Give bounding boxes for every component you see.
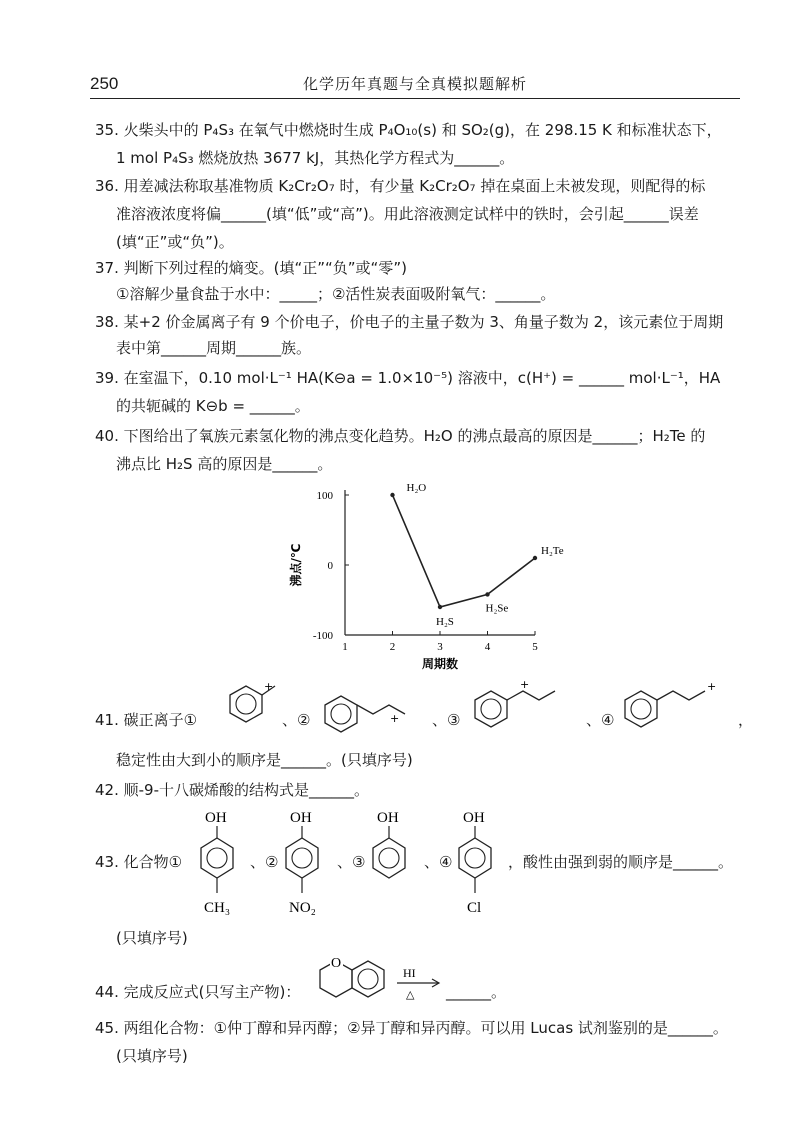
data-point-label: H₂S — [436, 616, 454, 628]
y-tick-label: 100 — [316, 490, 333, 502]
svg-text:O: O — [331, 956, 342, 971]
q38-line1: 38. 某+2 价金属离子有 9 个价电子，价电子的主量子数为 3、角量子数为 2，该元素位于周期 — [95, 313, 724, 331]
q36-line3: (填“正”或“负”)。 — [116, 233, 234, 251]
q41-line2: 稳定性由大到小的顺序是______。(只填序号) — [116, 751, 413, 769]
data-point-label: H₂O — [406, 482, 427, 494]
q41-sep3: 、③ — [432, 711, 461, 729]
q45-line1: 45. 两组化合物：①仲丁醇和异丙醇；②异丁醇和异丙醇。可以用 Lucas 试剂鉴别的是______。 — [95, 1019, 728, 1037]
x-axis-label: 周期数 — [421, 657, 459, 671]
svg-text:OH: OH — [290, 810, 312, 826]
y-tick-label: 0 — [327, 560, 333, 572]
svg-text:NO₂: NO₂ — [289, 900, 316, 916]
reagent-label: HI — [403, 966, 416, 980]
q36-line1: 36. 用差减法称取基准物质 K₂Cr₂O₇ 时，有少量 K₂Cr₂O₇ 掉在桌面上未被发现，则配得的标 — [95, 177, 706, 195]
q40-line1: 40. 下图给出了氧族元素氢化物的沸点变化趋势。H₂O 的沸点最高的原因是______；H₂Te 的 — [95, 427, 706, 445]
q41-sep2: 、② — [282, 711, 311, 729]
x-ticks — [342, 631, 538, 653]
q39-line2: 的共轭碱的 K⊖b = ______。 — [116, 397, 310, 415]
x-tick-label: 1 — [342, 641, 348, 653]
q37-line2: ①溶解少量食盐于水中：_____；②活性炭表面吸附氧气：______。 — [116, 285, 556, 303]
q41-sep4: 、④ — [586, 711, 615, 729]
svg-text:Cl: Cl — [467, 900, 482, 916]
q41-end: ， — [738, 711, 754, 729]
phenol-structure — [362, 808, 422, 888]
x-tick-label: 4 — [484, 641, 491, 653]
q45-line2: (只填序号) — [116, 1047, 188, 1065]
svg-text:OH: OH — [205, 810, 227, 826]
svg-text:OH: OH — [463, 810, 485, 826]
header-title: 化学历年真题与全真模拟题解析 — [302, 75, 527, 93]
svg-text:OH: OH — [377, 810, 399, 826]
q43-line2: (只填序号) — [116, 929, 188, 947]
q43-suffix: ，酸性由强到弱的顺序是______。 — [508, 853, 734, 871]
data-point — [485, 592, 489, 596]
y-axis-label: 沸点/℃ — [289, 543, 303, 587]
q43-sep4: 、④ — [424, 853, 453, 871]
carbocation-1-structure — [210, 680, 280, 740]
p-chlorophenol-structure — [448, 808, 508, 918]
carbocation-4-structure — [615, 680, 735, 740]
q41-prefix: 41. 碳正离子① — [95, 711, 198, 729]
data-point-label: H₂Se — [485, 602, 509, 615]
data-point — [390, 493, 394, 497]
data-point — [533, 556, 537, 560]
q37-line1: 37. 判断下列过程的熵变。(填“正”“负”或“零”) — [95, 259, 407, 277]
x-tick-label: 5 — [532, 641, 538, 653]
x-tick-label: 2 — [389, 641, 396, 653]
x-tick-label: 3 — [437, 641, 443, 653]
y-tick-label: -100 — [312, 630, 333, 642]
q35-line2: 1 mol P₄S₃ 燃烧放热 3677 kJ，其热化学方程式为______。 — [116, 149, 515, 167]
q42-line1: 42. 顺-9-十八碳烯酸的结构式是______。 — [95, 781, 369, 799]
heat-condition: △ — [406, 988, 415, 1001]
chromane-structure — [306, 955, 396, 1015]
svg-text:+: + — [390, 712, 400, 725]
carbocation-2-structure — [315, 690, 415, 750]
svg-text:+: + — [520, 680, 530, 691]
page-number: 250 — [90, 74, 119, 93]
q36-line2: 准溶液浓度将偏______(填“低”或“高”)。用此溶液测定试样中的铁时，会引起______误差 — [116, 205, 699, 223]
q39-line1: 39. 在室温下，0.10 mol·L⁻¹ HA(K⊖a = 1.0×10⁻⁵) 溶液中，c(H⁺) = ______ mol·L⁻¹，HA — [95, 369, 721, 387]
boiling-point-chart — [270, 480, 590, 680]
q40-line2: 沸点比 H₂S 高的原因是______。 — [116, 455, 333, 473]
q43-sep3: 、③ — [337, 853, 366, 871]
q35-line1: 35. 火柴头中的 P₄S₃ 在氧气中燃烧时生成 P₄O₁₀(s) 和 SO₂(g)，在 298.15 K 和标准状态下， — [95, 121, 722, 139]
data-points — [390, 482, 563, 628]
carbocation-3-structure — [465, 680, 565, 740]
q43-sep2: 、② — [250, 853, 279, 871]
data-point-label: H₂Te — [541, 545, 564, 557]
q43-prefix: 43. 化合物① — [95, 853, 183, 871]
q44-prefix: 44. 完成反应式(只写主产物)： — [95, 983, 301, 1001]
svg-text:+: + — [707, 680, 717, 693]
data-point — [438, 605, 442, 609]
q38-line2: 表中第______周期______族。 — [116, 339, 312, 357]
p-nitrophenol-structure — [275, 808, 335, 918]
svg-text:CH₃: CH₃ — [204, 900, 231, 916]
series-line — [393, 495, 536, 607]
q44-suffix: ______。 — [446, 983, 507, 1001]
y-ticks — [313, 490, 349, 642]
p-cresol-structure — [190, 808, 250, 918]
svg-text:+: + — [264, 680, 274, 693]
reaction-arrow — [395, 965, 445, 1001]
page-header — [90, 70, 740, 99]
